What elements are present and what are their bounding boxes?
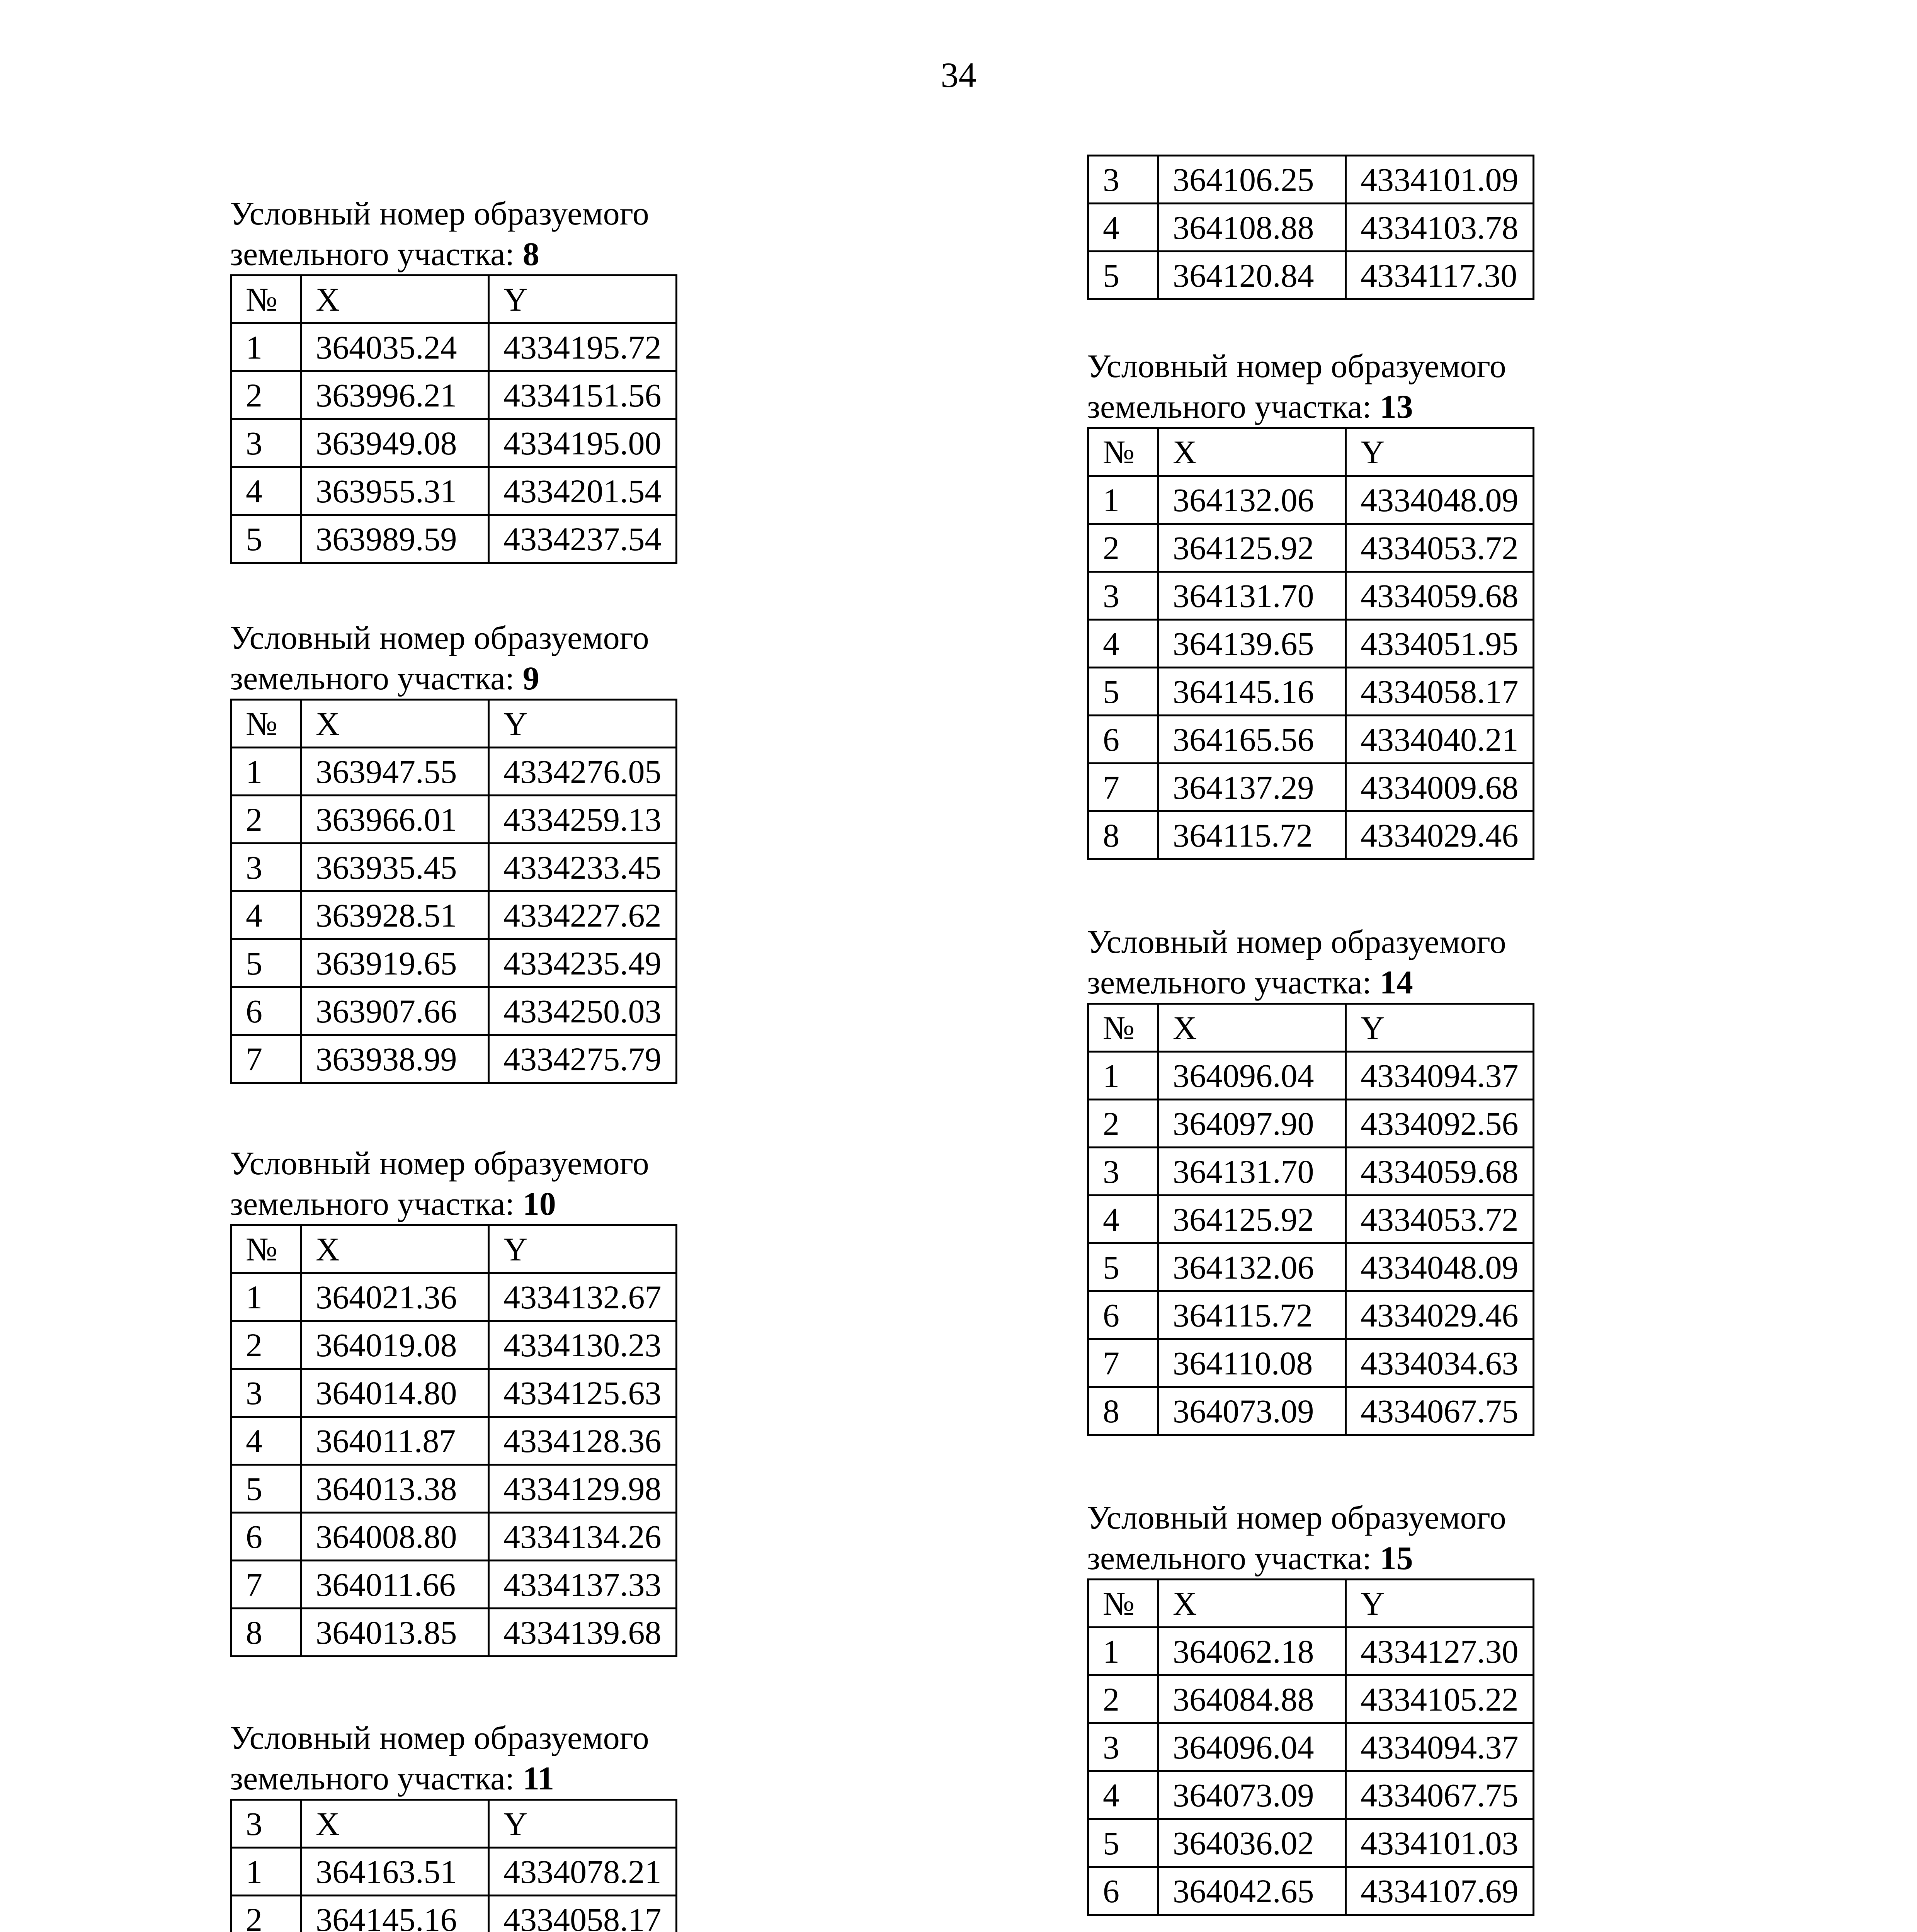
table-row <box>1088 1867 1534 1915</box>
y-coordinate: 4334067.75 <box>1346 1387 1534 1435</box>
header-x: X <box>1158 428 1346 476</box>
y-coordinate: 4334195.72 <box>489 323 677 371</box>
y-coordinate: 4334094.37 <box>1346 1052 1534 1100</box>
coordinates-table <box>230 699 677 1084</box>
caption-label: земельного участка: <box>1087 964 1380 1001</box>
y-coordinate: 4334137.33 <box>489 1561 677 1609</box>
y-coordinate: 4334235.49 <box>489 939 677 987</box>
table-row <box>1088 764 1534 811</box>
table-row <box>1088 1819 1534 1867</box>
parcel-caption <box>230 193 677 274</box>
table-header-row <box>1088 428 1534 476</box>
y-coordinate: 4334040.21 <box>1346 716 1534 764</box>
header-x: X <box>301 1225 489 1273</box>
caption-line-2 <box>230 1758 677 1799</box>
point-number: 1 <box>1088 1052 1158 1100</box>
coordinates-table <box>230 274 677 564</box>
caption-line-2 <box>1087 962 1534 1003</box>
header-x: X <box>301 700 489 748</box>
point-number: 4 <box>231 1417 301 1465</box>
point-number: 6 <box>1088 1867 1158 1915</box>
parcel-number: 15 <box>1379 1539 1413 1577</box>
table-row <box>231 748 677 796</box>
header-y: Y <box>489 1800 677 1848</box>
table-row <box>231 939 677 987</box>
header-num: № <box>1088 1004 1158 1052</box>
x-coordinate: 363919.65 <box>301 939 489 987</box>
x-coordinate: 363907.66 <box>301 987 489 1035</box>
table-row <box>231 1896 677 1932</box>
y-coordinate: 4334227.62 <box>489 891 677 939</box>
point-number: 3 <box>1088 1148 1158 1196</box>
coordinates-table <box>1087 155 1534 300</box>
point-number: 3 <box>231 419 301 467</box>
point-number: 5 <box>231 939 301 987</box>
header-num: № <box>231 700 301 748</box>
x-coordinate: 364132.06 <box>1158 476 1346 524</box>
table-row <box>1088 1723 1534 1771</box>
point-number: 1 <box>231 1273 301 1321</box>
point-number: 2 <box>231 1321 301 1369</box>
y-coordinate: 4334059.68 <box>1346 572 1534 620</box>
point-number: 2 <box>231 371 301 419</box>
point-number: 4 <box>1088 620 1158 668</box>
y-coordinate: 4334078.21 <box>489 1848 677 1896</box>
caption-line-2 <box>1087 1538 1534 1578</box>
y-coordinate: 4334195.00 <box>489 419 677 467</box>
table-row <box>231 1417 677 1465</box>
table-row <box>1088 811 1534 859</box>
point-number: 8 <box>1088 811 1158 859</box>
x-coordinate: 364120.84 <box>1158 252 1346 299</box>
table-row <box>1088 1100 1534 1148</box>
x-coordinate: 364145.16 <box>301 1896 489 1932</box>
header-num: № <box>1088 1580 1158 1628</box>
table-row <box>1088 620 1534 668</box>
y-coordinate: 4334101.03 <box>1346 1819 1534 1867</box>
table-row <box>231 1369 677 1417</box>
parcel-number: 14 <box>1379 964 1413 1001</box>
parcel-number: 9 <box>522 660 539 697</box>
y-coordinate: 4334059.68 <box>1346 1148 1534 1196</box>
table-header-row <box>231 700 677 748</box>
y-coordinate: 4334058.17 <box>489 1896 677 1932</box>
point-number: 7 <box>1088 1339 1158 1387</box>
x-coordinate: 364139.65 <box>1158 620 1346 668</box>
caption-label: земельного участка: <box>230 235 523 272</box>
point-number: 7 <box>231 1035 301 1083</box>
x-coordinate: 364073.09 <box>1158 1387 1346 1435</box>
point-number: 3 <box>231 1369 301 1417</box>
parcel-caption <box>230 1718 677 1799</box>
point-number: 8 <box>1088 1387 1158 1435</box>
x-coordinate: 364096.04 <box>1158 1723 1346 1771</box>
caption-line-1: Условный номер образуемого <box>230 619 649 656</box>
x-coordinate: 364008.80 <box>301 1513 489 1561</box>
x-coordinate: 364036.02 <box>1158 1819 1346 1867</box>
table-row <box>231 1513 677 1561</box>
y-coordinate: 4334107.69 <box>1346 1867 1534 1915</box>
header-y: Y <box>1346 428 1534 476</box>
point-number: 2 <box>231 1896 301 1932</box>
table-header-row <box>231 1225 677 1273</box>
point-number: 3 <box>1088 1723 1158 1771</box>
parcel-block <box>1087 155 1534 300</box>
y-coordinate: 4334092.56 <box>1346 1100 1534 1148</box>
caption-line-1: Условный номер образуемого <box>1087 1499 1506 1536</box>
x-coordinate: 363947.55 <box>301 748 489 796</box>
table-row <box>231 844 677 891</box>
y-coordinate: 4334029.46 <box>1346 1291 1534 1339</box>
header-num: № <box>1088 428 1158 476</box>
header-num: № <box>231 1225 301 1273</box>
parcel-number: 13 <box>1379 388 1413 425</box>
y-coordinate: 4334058.17 <box>1346 668 1534 716</box>
parcel-caption <box>1087 922 1534 1003</box>
point-number: 8 <box>231 1609 301 1656</box>
header-x: X <box>1158 1580 1346 1628</box>
point-number: 5 <box>1088 1819 1158 1867</box>
x-coordinate: 364106.25 <box>1158 156 1346 204</box>
table-row <box>1088 1387 1534 1435</box>
point-number: 5 <box>231 1465 301 1513</box>
table-row <box>231 1273 677 1321</box>
point-number: 3 <box>1088 572 1158 620</box>
x-coordinate: 364131.70 <box>1158 572 1346 620</box>
table-row <box>1088 1052 1534 1100</box>
x-coordinate: 364019.08 <box>301 1321 489 1369</box>
caption-label: земельного участка: <box>230 1185 523 1222</box>
x-coordinate: 364115.72 <box>1158 1291 1346 1339</box>
table-row <box>1088 1196 1534 1243</box>
parcel-number: 10 <box>522 1185 556 1222</box>
parcel-caption <box>1087 346 1534 427</box>
parcel-caption <box>230 617 677 699</box>
x-coordinate: 364132.06 <box>1158 1243 1346 1291</box>
x-coordinate: 364097.90 <box>1158 1100 1346 1148</box>
y-coordinate: 4334101.09 <box>1346 156 1534 204</box>
parcel-block <box>1087 346 1534 860</box>
header-y: Y <box>1346 1580 1534 1628</box>
x-coordinate: 364137.29 <box>1158 764 1346 811</box>
y-coordinate: 4334105.22 <box>1346 1675 1534 1723</box>
coordinates-table <box>230 1799 677 1932</box>
table-row <box>1088 524 1534 572</box>
caption-label: земельного участка: <box>230 1760 523 1797</box>
table-row <box>1088 1148 1534 1196</box>
point-number: 1 <box>231 1848 301 1896</box>
table-row <box>1088 476 1534 524</box>
table-row <box>231 987 677 1035</box>
x-coordinate: 364011.87 <box>301 1417 489 1465</box>
x-coordinate: 364145.16 <box>1158 668 1346 716</box>
caption-line-2 <box>230 234 677 274</box>
y-coordinate: 4334029.46 <box>1346 811 1534 859</box>
parcel-block <box>230 617 677 1084</box>
point-number: 2 <box>1088 1100 1158 1148</box>
point-number: 4 <box>1088 1771 1158 1819</box>
y-coordinate: 4334128.36 <box>489 1417 677 1465</box>
y-coordinate: 4334130.23 <box>489 1321 677 1369</box>
parcel-block <box>230 1718 677 1932</box>
table-row <box>231 419 677 467</box>
y-coordinate: 4334051.95 <box>1346 620 1534 668</box>
caption-line-2 <box>1087 386 1534 427</box>
x-coordinate: 364125.92 <box>1158 1196 1346 1243</box>
x-coordinate: 364084.88 <box>1158 1675 1346 1723</box>
y-coordinate: 4334048.09 <box>1346 476 1534 524</box>
x-coordinate: 363955.31 <box>301 467 489 515</box>
x-coordinate: 363935.45 <box>301 844 489 891</box>
table-header-row <box>231 1800 677 1848</box>
table-row <box>1088 1628 1534 1675</box>
caption-line-1: Условный номер образуемого <box>230 1719 649 1756</box>
y-coordinate: 4334134.26 <box>489 1513 677 1561</box>
table-row <box>231 1561 677 1609</box>
parcel-caption <box>230 1143 677 1224</box>
x-coordinate: 364110.08 <box>1158 1339 1346 1387</box>
x-coordinate: 364108.88 <box>1158 204 1346 252</box>
point-number: 1 <box>1088 476 1158 524</box>
x-coordinate: 364125.92 <box>1158 524 1346 572</box>
table-row <box>1088 156 1534 204</box>
table-row <box>1088 1771 1534 1819</box>
y-coordinate: 4334233.45 <box>489 844 677 891</box>
y-coordinate: 4334201.54 <box>489 467 677 515</box>
caption-line-1: Условный номер образуемого <box>1087 923 1506 960</box>
table-header-row <box>1088 1580 1534 1628</box>
table-row <box>231 371 677 419</box>
header-x: X <box>1158 1004 1346 1052</box>
parcel-number: 11 <box>522 1760 555 1797</box>
table-row <box>231 1035 677 1083</box>
table-row <box>231 1609 677 1656</box>
caption-label: земельного участка: <box>1087 1539 1380 1577</box>
x-coordinate: 364014.80 <box>301 1369 489 1417</box>
caption-line-2 <box>230 1184 677 1224</box>
point-number: 1 <box>231 323 301 371</box>
parcel-number: 8 <box>522 235 539 272</box>
header-y: Y <box>489 700 677 748</box>
table-row <box>231 515 677 563</box>
point-number: 2 <box>231 796 301 844</box>
x-coordinate: 364062.18 <box>1158 1628 1346 1675</box>
table-row <box>231 1848 677 1896</box>
coordinates-table <box>230 1224 677 1657</box>
x-coordinate: 363949.08 <box>301 419 489 467</box>
y-coordinate: 4334009.68 <box>1346 764 1534 811</box>
table-row <box>1088 252 1534 299</box>
table-row <box>1088 668 1534 716</box>
header-num: № <box>231 276 301 323</box>
y-coordinate: 4334139.68 <box>489 1609 677 1656</box>
y-coordinate: 4334103.78 <box>1346 204 1534 252</box>
caption-line-1: Условный номер образуемого <box>1087 347 1506 384</box>
x-coordinate: 364115.72 <box>1158 811 1346 859</box>
y-coordinate: 4334117.30 <box>1346 252 1534 299</box>
point-number: 5 <box>1088 668 1158 716</box>
header-num: 3 <box>231 1800 301 1848</box>
point-number: 4 <box>1088 204 1158 252</box>
y-coordinate: 4334132.67 <box>489 1273 677 1321</box>
x-coordinate: 364035.24 <box>301 323 489 371</box>
y-coordinate: 4334259.13 <box>489 796 677 844</box>
parcel-block <box>1087 922 1534 1436</box>
caption-line-2 <box>230 658 677 699</box>
x-coordinate: 363928.51 <box>301 891 489 939</box>
x-coordinate: 364013.38 <box>301 1465 489 1513</box>
page-number: 34 <box>941 55 976 95</box>
x-coordinate: 363996.21 <box>301 371 489 419</box>
table-row <box>1088 716 1534 764</box>
point-number: 1 <box>1088 1628 1158 1675</box>
x-coordinate: 363966.01 <box>301 796 489 844</box>
point-number: 6 <box>231 987 301 1035</box>
x-coordinate: 364011.66 <box>301 1561 489 1609</box>
x-coordinate: 364042.65 <box>1158 1867 1346 1915</box>
table-row <box>231 467 677 515</box>
table-row <box>1088 1675 1534 1723</box>
coordinates-table <box>1087 1003 1534 1436</box>
table-header-row <box>231 276 677 323</box>
y-coordinate: 4334034.63 <box>1346 1339 1534 1387</box>
table-row <box>1088 204 1534 252</box>
y-coordinate: 4334275.79 <box>489 1035 677 1083</box>
y-coordinate: 4334125.63 <box>489 1369 677 1417</box>
point-number: 4 <box>231 891 301 939</box>
x-coordinate: 364073.09 <box>1158 1771 1346 1819</box>
point-number: 5 <box>1088 252 1158 299</box>
y-coordinate: 4334127.30 <box>1346 1628 1534 1675</box>
parcel-caption <box>1087 1497 1534 1578</box>
point-number: 5 <box>231 515 301 563</box>
y-coordinate: 4334048.09 <box>1346 1243 1534 1291</box>
table-row <box>231 891 677 939</box>
point-number: 4 <box>1088 1196 1158 1243</box>
table-row <box>1088 1339 1534 1387</box>
point-number: 6 <box>1088 1291 1158 1339</box>
parcel-block <box>1087 1497 1534 1916</box>
table-row <box>1088 572 1534 620</box>
caption-line-1: Условный номер образуемого <box>230 195 649 232</box>
header-y: Y <box>489 276 677 323</box>
y-coordinate: 4334250.03 <box>489 987 677 1035</box>
y-coordinate: 4334067.75 <box>1346 1771 1534 1819</box>
header-y: Y <box>489 1225 677 1273</box>
header-x: X <box>301 1800 489 1848</box>
point-number: 3 <box>1088 156 1158 204</box>
y-coordinate: 4334094.37 <box>1346 1723 1534 1771</box>
table-row <box>1088 1243 1534 1291</box>
y-coordinate: 4334276.05 <box>489 748 677 796</box>
y-coordinate: 4334053.72 <box>1346 524 1534 572</box>
table-row <box>231 1465 677 1513</box>
table-row <box>231 323 677 371</box>
y-coordinate: 4334129.98 <box>489 1465 677 1513</box>
x-coordinate: 364163.51 <box>301 1848 489 1896</box>
parcel-block <box>230 1143 677 1657</box>
x-coordinate: 363989.59 <box>301 515 489 563</box>
parcel-block <box>230 193 677 564</box>
point-number: 7 <box>1088 764 1158 811</box>
point-number: 3 <box>231 844 301 891</box>
point-number: 2 <box>1088 1675 1158 1723</box>
coordinates-table <box>1087 427 1534 860</box>
table-row <box>1088 1291 1534 1339</box>
x-coordinate: 364131.70 <box>1158 1148 1346 1196</box>
caption-label: земельного участка: <box>230 660 523 697</box>
point-number: 6 <box>231 1513 301 1561</box>
y-coordinate: 4334151.56 <box>489 371 677 419</box>
x-coordinate: 364021.36 <box>301 1273 489 1321</box>
coordinates-table <box>1087 1578 1534 1916</box>
y-coordinate: 4334237.54 <box>489 515 677 563</box>
point-number: 4 <box>231 467 301 515</box>
table-row <box>231 796 677 844</box>
header-x: X <box>301 276 489 323</box>
caption-line-1: Условный номер образуемого <box>230 1145 649 1182</box>
header-y: Y <box>1346 1004 1534 1052</box>
point-number: 1 <box>231 748 301 796</box>
point-number: 5 <box>1088 1243 1158 1291</box>
point-number: 6 <box>1088 716 1158 764</box>
x-coordinate: 364165.56 <box>1158 716 1346 764</box>
point-number: 7 <box>231 1561 301 1609</box>
x-coordinate: 364096.04 <box>1158 1052 1346 1100</box>
x-coordinate: 364013.85 <box>301 1609 489 1656</box>
table-header-row <box>1088 1004 1534 1052</box>
caption-label: земельного участка: <box>1087 388 1380 425</box>
x-coordinate: 363938.99 <box>301 1035 489 1083</box>
point-number: 2 <box>1088 524 1158 572</box>
table-row <box>231 1321 677 1369</box>
y-coordinate: 4334053.72 <box>1346 1196 1534 1243</box>
